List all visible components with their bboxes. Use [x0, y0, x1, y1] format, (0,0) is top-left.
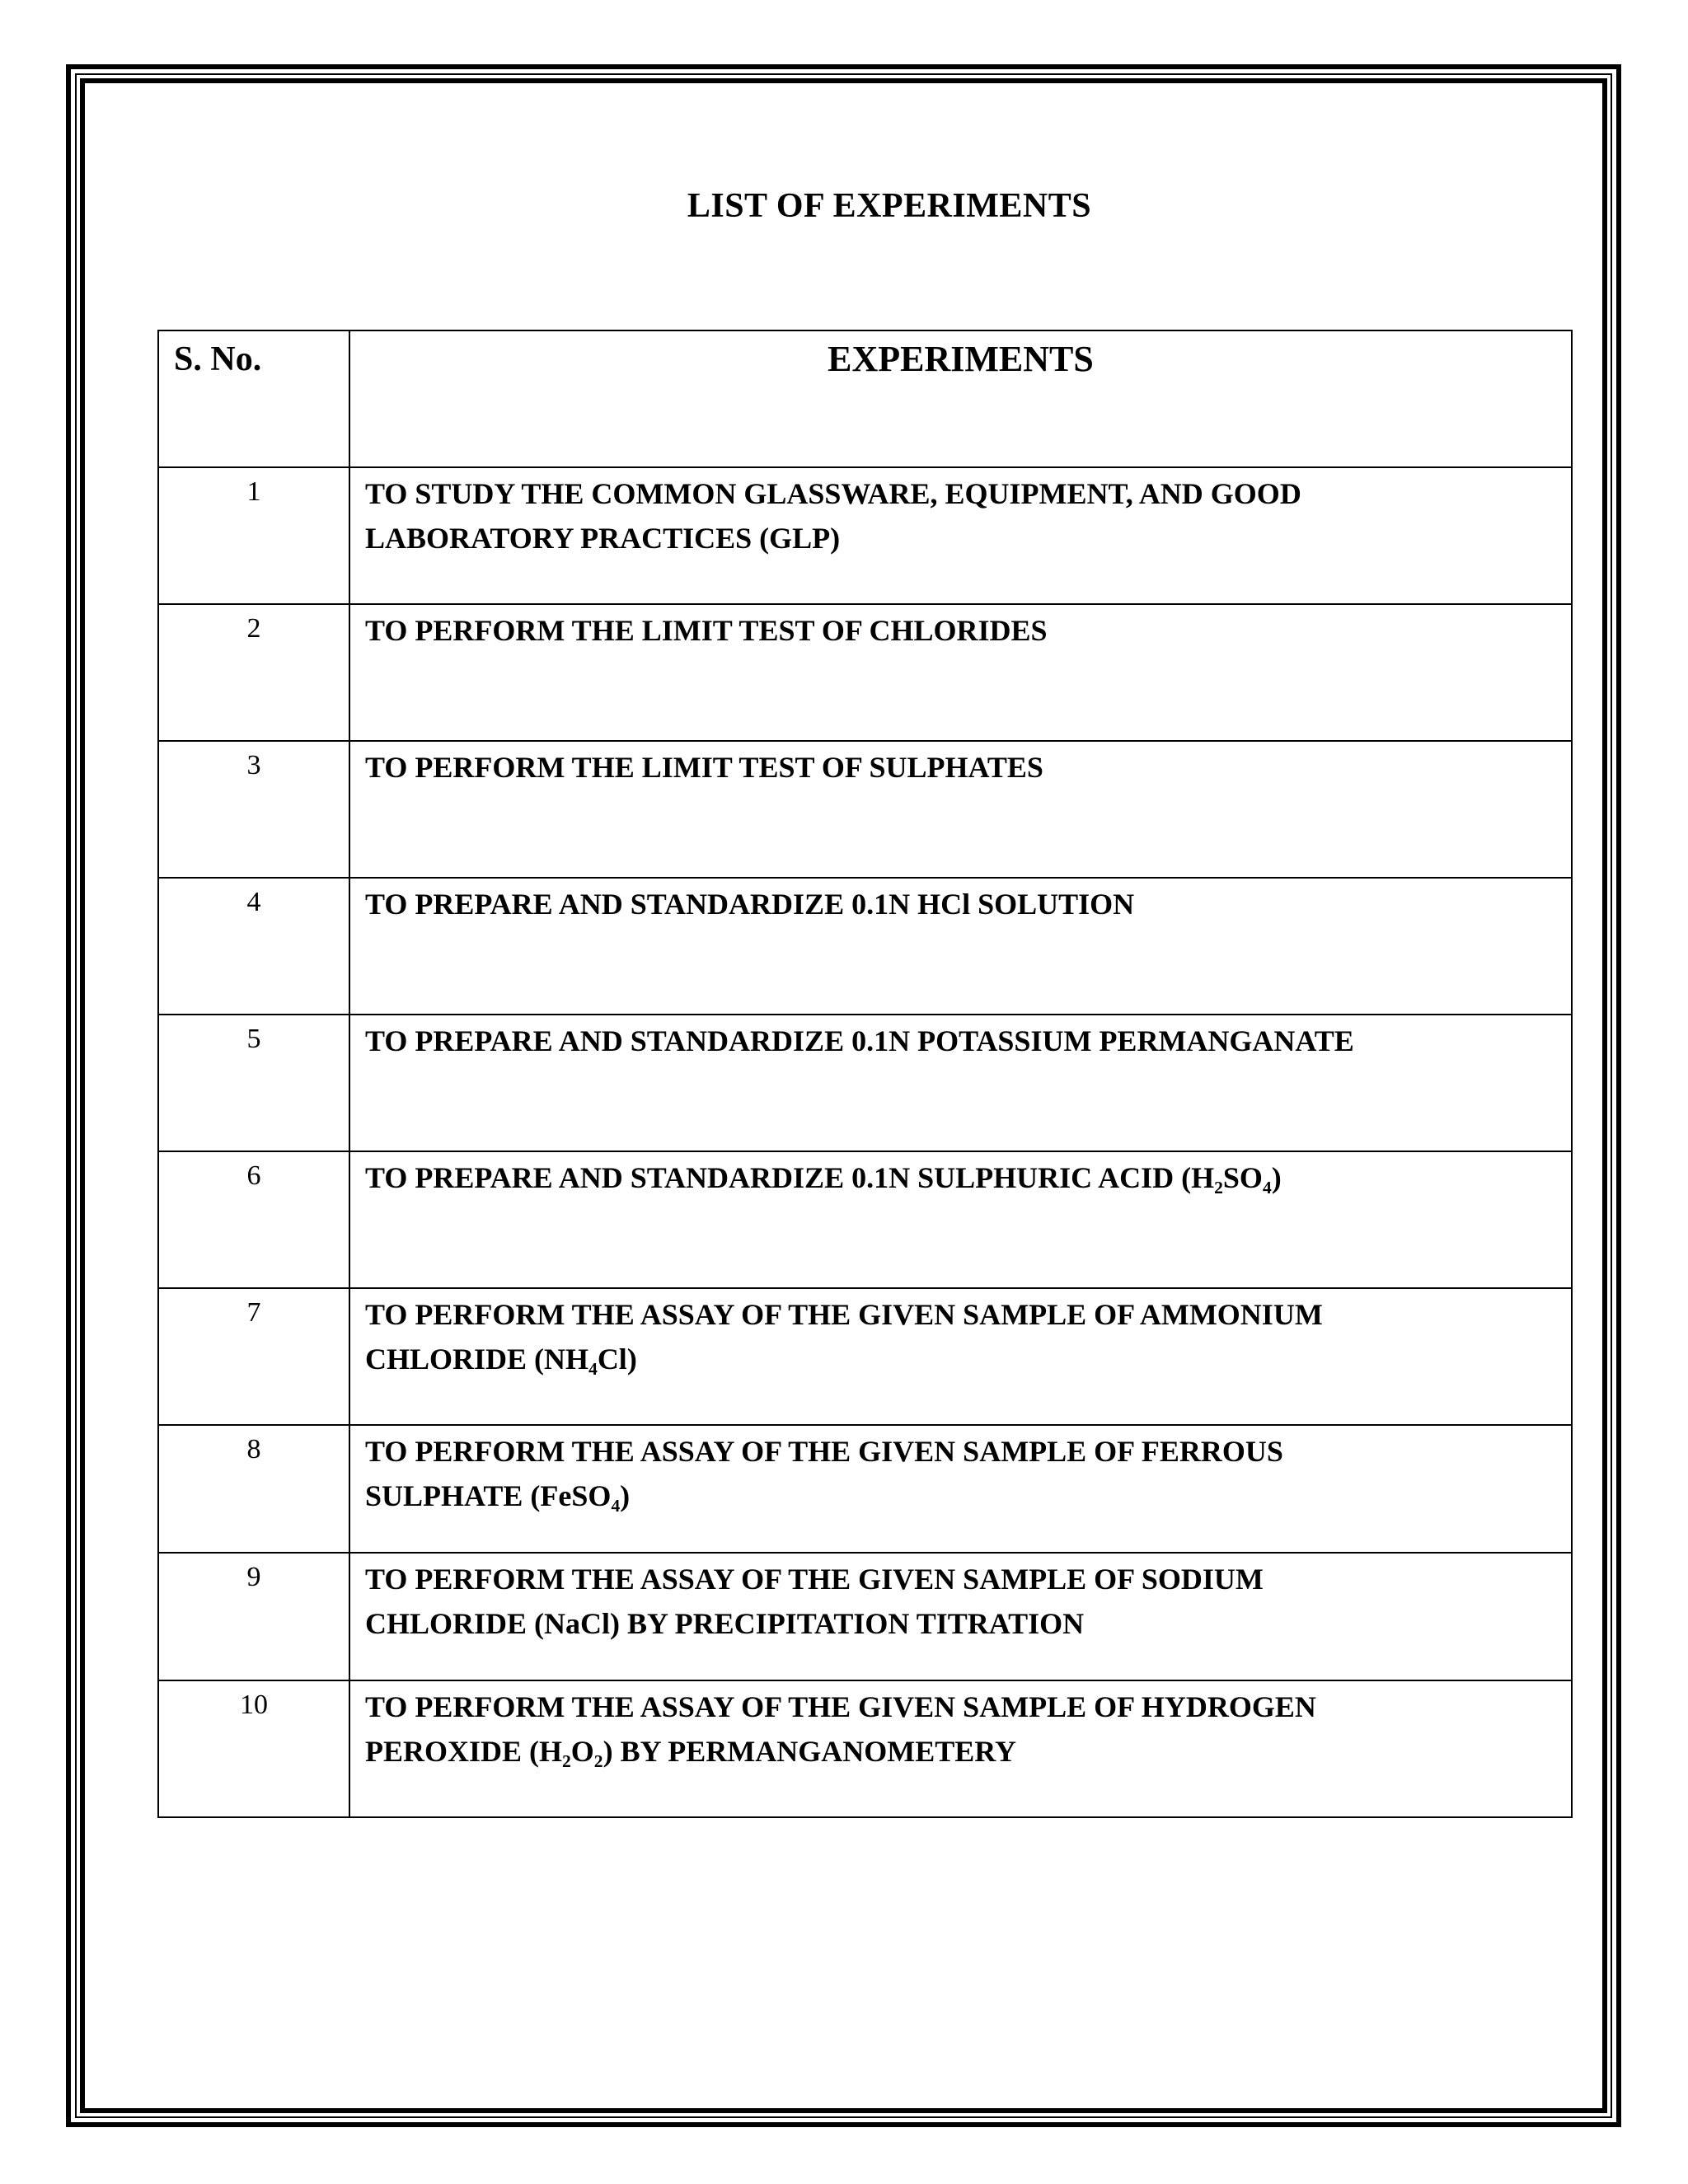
column-header-sno: S. No.	[158, 330, 349, 467]
serial-number-cell: 4	[158, 878, 349, 1015]
table-row	[158, 467, 1572, 604]
table-row	[158, 604, 1572, 741]
experiment-cell	[349, 1425, 1572, 1553]
experiment-title-line: TO PERFORM THE ASSAY OF THE GIVEN SAMPLE OF SODIUM	[365, 1563, 1264, 1596]
experiment-cell	[349, 1553, 1572, 1680]
experiment-title-line: TO PERFORM THE LIMIT TEST OF SULPHATES	[365, 751, 1043, 784]
experiment-title-line: TO PERFORM THE ASSAY OF THE GIVEN SAMPLE OF AMMONIUM	[365, 1298, 1323, 1331]
table-row	[158, 1680, 1572, 1817]
table-row	[158, 741, 1572, 878]
table-row	[158, 1288, 1572, 1425]
serial-number-cell: 9	[158, 1553, 349, 1680]
serial-number-cell: 2	[158, 604, 349, 741]
experiment-title-line: SULPHATE (FeSO₄)	[365, 1479, 631, 1512]
serial-number-cell: 6	[158, 1151, 349, 1288]
table-row	[158, 878, 1572, 1015]
experiments-table-body	[158, 467, 1572, 1817]
experiment-cell	[349, 1680, 1572, 1817]
experiment-title-line: TO PREPARE AND STANDARDIZE 0.1N HCl SOLUTION	[365, 888, 1135, 921]
serial-number-cell: 1	[158, 467, 349, 604]
experiment-cell	[349, 1015, 1572, 1151]
experiment-cell	[349, 1151, 1572, 1288]
serial-number-cell: 8	[158, 1425, 349, 1553]
experiment-title-line: TO STUDY THE COMMON GLASSWARE, EQUIPMENT, AND GOOD	[365, 477, 1301, 510]
table-row	[158, 1151, 1572, 1288]
experiment-cell	[349, 467, 1572, 604]
experiment-title-line: TO PREPARE AND STANDARDIZE 0.1N SULPHURIC ACID (H₂SO₄)	[365, 1161, 1282, 1194]
experiment-title-line: PEROXIDE (H₂O₂) BY PERMANGANOMETERY	[365, 1735, 1016, 1768]
table-row	[158, 1553, 1572, 1680]
experiment-title-line: CHLORIDE (NH₄Cl)	[365, 1343, 637, 1376]
experiment-title-line: TO PERFORM THE ASSAY OF THE GIVEN SAMPLE OF HYDROGEN	[365, 1690, 1316, 1723]
experiment-cell	[349, 741, 1572, 878]
experiment-cell	[349, 1288, 1572, 1425]
serial-number-cell: 3	[158, 741, 349, 878]
table-header-row	[158, 330, 1572, 467]
experiments-table	[157, 330, 1573, 1818]
experiment-title-line: LABORATORY PRACTICES (GLP)	[365, 522, 841, 555]
serial-number-cell: 5	[158, 1015, 349, 1151]
serial-number-cell: 10	[158, 1680, 349, 1817]
table-row	[158, 1015, 1572, 1151]
table-row	[158, 1425, 1572, 1553]
page-title: LIST OF EXPERIMENTS	[687, 187, 1092, 225]
experiment-title-line: TO PERFORM THE ASSAY OF THE GIVEN SAMPLE OF FERROUS	[365, 1435, 1283, 1468]
experiment-cell	[349, 878, 1572, 1015]
experiment-title-line: CHLORIDE (NaCl) BY PRECIPITATION TITRATION	[365, 1607, 1085, 1640]
serial-number-cell: 7	[158, 1288, 349, 1425]
column-header-experiments: EXPERIMENTS	[349, 330, 1572, 467]
experiment-cell	[349, 604, 1572, 741]
experiment-title-line: TO PERFORM THE LIMIT TEST OF CHLORIDES	[365, 614, 1048, 647]
experiment-title-line: TO PREPARE AND STANDARDIZE 0.1N POTASSIUM PERMANGANATE	[365, 1024, 1354, 1057]
